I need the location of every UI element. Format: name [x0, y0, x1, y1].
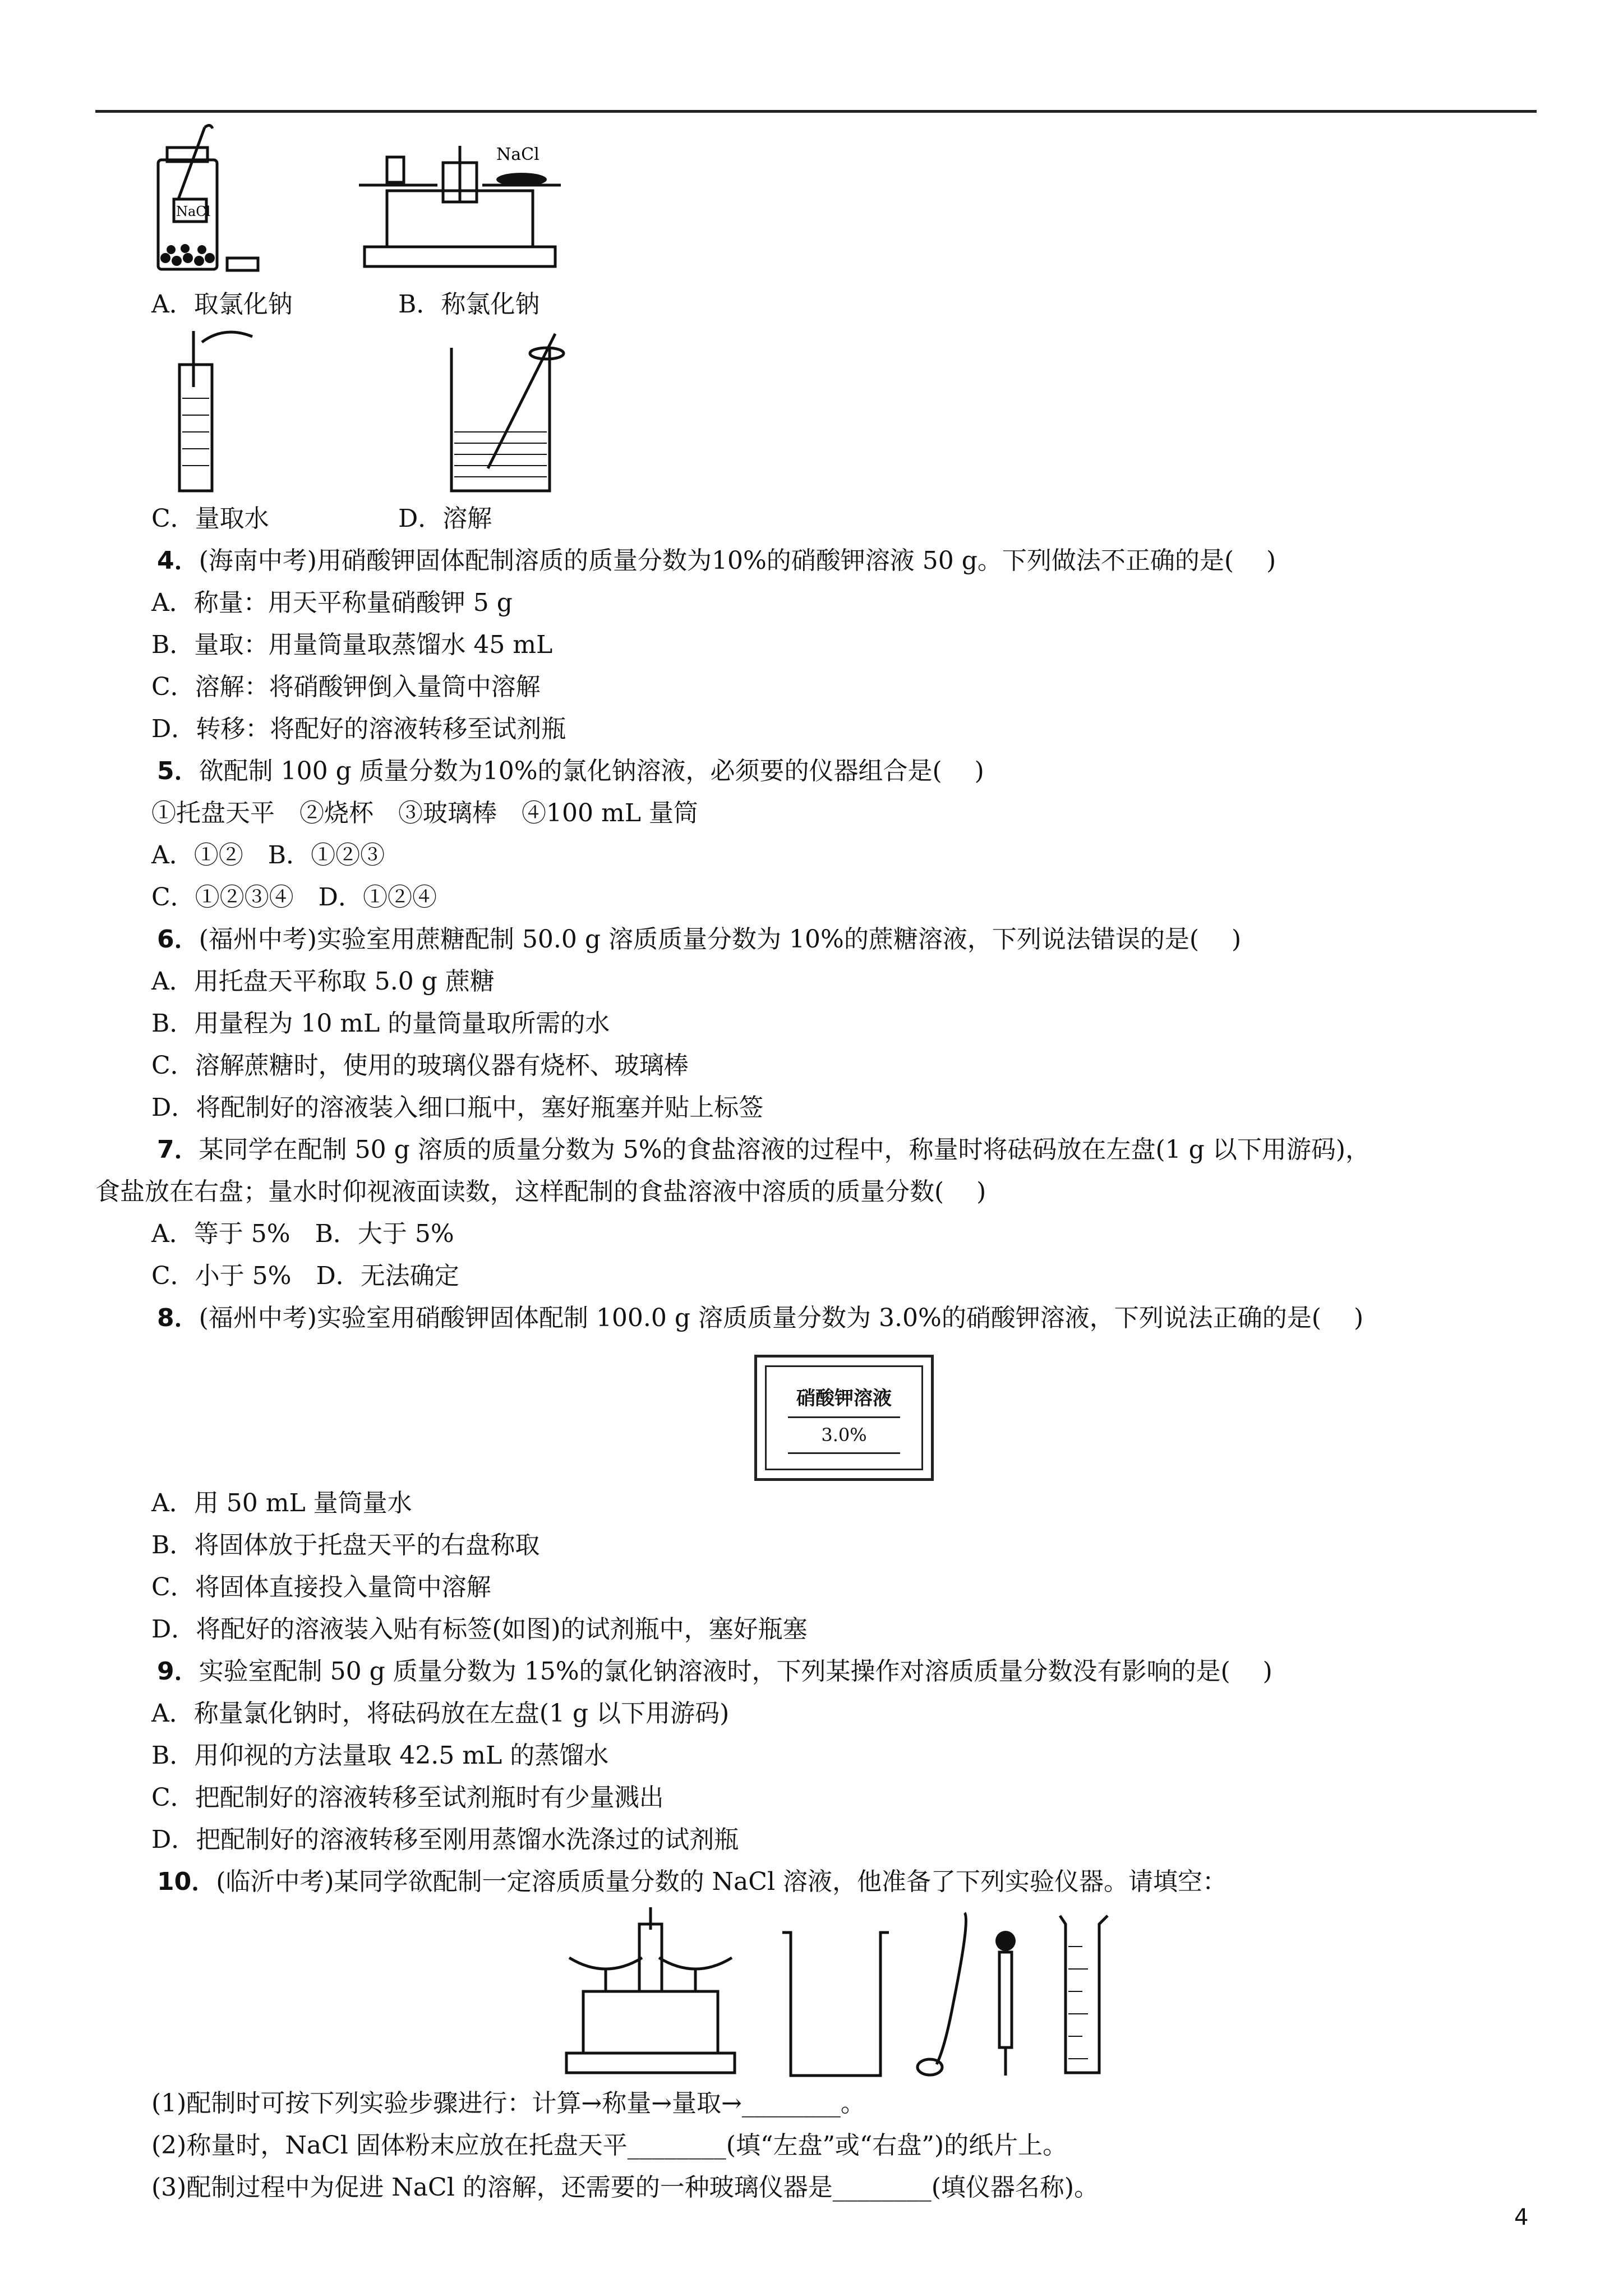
figure-weigh-nacl — [353, 135, 566, 275]
q6-option-a: A．用托盘天平称取 5.0 g 蔗糖 — [151, 967, 495, 996]
q5-stem-text: 欲配制 100 g 质量分数为10%的氯化钠溶液，必须要的仪器组合是( ) — [199, 757, 984, 785]
figure-take-nacl — [151, 121, 264, 275]
q5-options-ab: A．①② B．①②③ — [151, 841, 385, 869]
q9-stem-text: 实验室配制 50 g 质量分数为 15%的氯化钠溶液时，下列某操作对溶质质量分数没有影响的是( ) — [199, 1657, 1272, 1686]
q4-option-d: D．转移：将配好的溶液转移至试剂瓶 — [151, 715, 566, 743]
q8-stem-text: (福州中考)实验室用硝酸钾固体配制 100.0 g 溶质质量分数为 3.0%的硝酸钾溶液，下列说法正确的是( ) — [199, 1304, 1364, 1332]
reagent-label — [754, 1355, 934, 1481]
q10-number: 10 — [157, 1867, 192, 1896]
q4-option-c: C．溶解：将硝酸钾倒入量筒中溶解 — [151, 673, 541, 701]
q10-stem: 10．(临沂中考)某同学欲配制一定溶质质量分数的 NaCl 溶液，他准备了下列实验仪器。请填空： — [157, 1867, 1228, 1896]
q9-option-d: D．把配制好的溶液转移至刚用蒸馏水洗涤过的试剂瓶 — [151, 1825, 739, 1854]
q9-stem: 9．实验室配制 50 g 质量分数为 15%的氯化钠溶液时，下列某操作对溶质质量分数没有影响的是( ) — [157, 1657, 1272, 1686]
q9-option-a: A．称量氯化钠时，将砝码放在左盘(1 g 以下用游码) — [151, 1699, 730, 1728]
spoon-icon — [917, 1913, 966, 2075]
q4-option-a: A．称量：用天平称量硝酸钾 5 g — [151, 588, 513, 617]
q8-option-a: A．用 50 mL 量筒量水 — [151, 1489, 412, 1517]
graduated-cylinder-icon — [1060, 1916, 1108, 2073]
q8-option-c: C．将固体直接投入量筒中溶解 — [151, 1573, 491, 1602]
q6-stem-text: (福州中考)实验室用蔗糖配制 50.0 g 溶质质量分数为 10%的蔗糖溶液，下列说法错误的是( ) — [199, 925, 1242, 954]
caption-d: D．溶解 — [398, 504, 492, 533]
caption-c: C．量取水 — [151, 504, 269, 533]
balance-icon — [566, 1907, 735, 2073]
q9-option-c: C．把配制好的溶液转移至试剂瓶时有少量溅出 — [151, 1783, 664, 1812]
q7-options-cd: C．小于 5% D．无法确定 — [151, 1262, 459, 1290]
q10-part-2: (2)称量时，NaCl 固体粉末应放在托盘天平________(填“左盘”或“右盘”)的纸片上。 — [151, 2131, 1068, 2160]
q10-part-3: (3)配制过程中为促进 NaCl 的溶解，还需要的一种玻璃仪器是________(填仪器名称)。 — [151, 2173, 1099, 2202]
figure-dissolve — [437, 328, 572, 496]
dropper-icon — [999, 1952, 1012, 2076]
q7-options-ab: A．等于 5% B．大于 5% — [151, 1220, 454, 1248]
q7-stem: 7．某同学在配制 50 g 溶质的质量分数为 5%的食盐溶液的过程中，称量时将砝码放在左盘(1 g 以下用游码)， — [157, 1135, 1370, 1164]
figure-apparatus — [561, 1907, 1122, 2081]
q5-items: ①托盘天平 ②烧杯 ③玻璃棒 ④100 mL 量筒 — [151, 799, 698, 827]
q9-option-b: B．用仰视的方法量取 42.5 mL 的蒸馏水 — [151, 1741, 609, 1770]
q4-stem-text: (海南中考)用硝酸钾固体配制溶质的质量分数为10%的硝酸钾溶液 50 g。下列做法不正确的是( ) — [199, 546, 1276, 575]
q6-stem: 6．(福州中考)实验室用蔗糖配制 50.0 g 溶质质量分数为 10%的蔗糖溶液，下列说法错误的是( ) — [157, 925, 1242, 954]
q6-option-b: B．用量程为 10 mL 的量筒量取所需的水 — [151, 1009, 610, 1038]
q8-stem: 8．(福州中考)实验室用硝酸钾固体配制 100.0 g 溶质质量分数为 3.0%的硝酸钾溶液，下列说法正确的是( ) — [157, 1304, 1364, 1332]
caption-a: A．取氯化钠 — [151, 290, 293, 319]
q9-number: 9 — [157, 1657, 174, 1686]
fig-b-nacl-label: NaCl — [496, 145, 540, 164]
page-number: 4 — [1514, 2205, 1529, 2230]
reagent-label-divider-bottom — [788, 1452, 900, 1454]
fig-a-nacl-label: NaCl — [176, 204, 211, 219]
q5-number: 5 — [157, 757, 174, 785]
reagent-label-divider — [788, 1416, 900, 1418]
q6-option-c: C．溶解蔗糖时，使用的玻璃仪器有烧杯、玻璃棒 — [151, 1051, 689, 1080]
q6-number: 6 — [157, 925, 174, 954]
q10-stem-text: (临沂中考)某同学欲配制一定溶质质量分数的 NaCl 溶液，他准备了下列实验仪器。请填空： — [216, 1867, 1228, 1896]
q5-stem: 5．欲配制 100 g 质量分数为10%的氯化钠溶液，必须要的仪器组合是( ) — [157, 757, 984, 785]
q7-number: 7 — [157, 1135, 174, 1164]
figure-measure-water — [171, 320, 261, 496]
q7-stem-text-1: 某同学在配制 50 g 溶质的质量分数为 5%的食盐溶液的过程中，称量时将砝码放在左盘(1 g 以下用游码)， — [199, 1135, 1370, 1164]
q8-option-b: B．将固体放于托盘天平的右盘称取 — [151, 1531, 540, 1559]
q6-option-d: D．将配制好的溶液装入细口瓶中，塞好瓶塞并贴上标签 — [151, 1093, 764, 1122]
reagent-label-title: 硝酸钾溶液 — [796, 1387, 892, 1410]
q4-option-b: B．量取：用量筒量取蒸馏水 45 mL — [151, 631, 553, 659]
reagent-label-value: 3.0% — [821, 1424, 867, 1446]
q7-stem-text-2: 食盐放在右盘；量水时仰视液面读数，这样配制的食盐溶液中溶质的质量分数( ) — [95, 1177, 986, 1206]
q4-number: 4 — [157, 546, 174, 575]
q4-stem: 4．(海南中考)用硝酸钾固体配制溶质的质量分数为10%的硝酸钾溶液 50 g。下列做法不正确的是( ) — [157, 546, 1276, 575]
q10-part-1: (1)配制时可按下列实验步骤进行：计算→称量→量取→________。 — [151, 2089, 865, 2118]
caption-b: B．称氯化钠 — [398, 290, 540, 319]
q5-options-cd: C．①②③④ D．①②④ — [151, 883, 437, 912]
q8-option-d: D．将配好的溶液装入贴有标签(如图)的试剂瓶中，塞好瓶塞 — [151, 1615, 808, 1644]
q8-number: 8 — [157, 1304, 174, 1332]
header-rule — [95, 110, 1537, 113]
beaker-icon — [782, 1932, 889, 2076]
